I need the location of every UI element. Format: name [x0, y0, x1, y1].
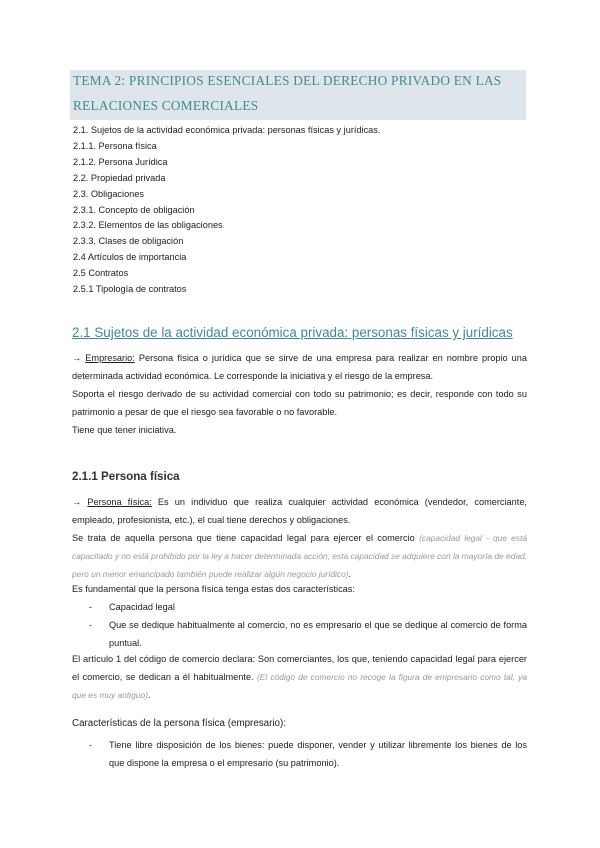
arrow-icon: →: [72, 497, 82, 507]
toc-item: 2.3.3. Clases de obligación: [73, 236, 184, 247]
articulo-note: (El código de comercio no recoge la figura de empresario como tal, ya que es muy antiguo): [72, 672, 527, 700]
articulo-paragraph: [72, 650, 527, 704]
empresario-definition: Persona física o jurídica que se sirve de una empresa para realizar en nombre propio una determinada actividad económica. Le corresponde la iniciativa y el riesgo de la empresa.: [72, 353, 527, 381]
title-band-line-2: [70, 95, 526, 120]
toc-item: 2.1.1. Persona física: [73, 140, 157, 151]
toc-item: 2.4 Artículos de importancia: [73, 252, 187, 263]
section-heading-2-1: 2.1 Sujetos de la actividad económica privada: personas físicas y jurídicas: [72, 325, 513, 340]
capacidad-note: (capacidad legal - que está capacitado y no está prohibido por la ley a hacer determinada acción; esta capacidad se adquiere con la mayoría de edad, pero un menor emancipado también puede realizar algún negocio jurídico): [72, 533, 527, 579]
toc-item: 2.3.2. Elementos de las obligaciones: [73, 220, 223, 231]
bullet-text: Que se dedique habitualmente al comercio, no es empresario el que se dedique al comercio de forma puntual.: [109, 620, 527, 648]
iniciativa-paragraph: Tiene que tener iniciativa.: [72, 425, 177, 435]
empresario-paragraph: [72, 349, 527, 385]
articulo-text: El artículo 1 del código de comercio declara: Son comerciantes, los que, teniendo capacidad legal para ejercer el comercio, se dedican a él habitualmente.: [72, 654, 527, 682]
capacidad-paragraph: [72, 529, 527, 583]
fundamental-paragraph: Es fundamental que la persona física tenga estas dos características:: [72, 584, 355, 594]
articulo-end: .: [147, 690, 151, 700]
persona-fisica-term: Persona física:: [87, 497, 152, 507]
toc-item: 2.2. Propiedad privada: [73, 172, 166, 183]
riesgo-paragraph: Soporta el riesgo derivado de su actividad comercial con todo su patrimonio; es decir, responde con todo su patrimonio a pesar de que el riesgo sea favorable o no favorable.: [72, 389, 527, 417]
capacidad-end: .: [348, 569, 352, 579]
arrow-icon: →: [72, 353, 82, 363]
empresario-term: Empresario:: [85, 353, 135, 363]
capacidad-text: Se trata de aquella persona que tiene capacidad legal para ejercer el comercio: [72, 533, 420, 543]
bullet-text: Tiene libre disposición de los bienes: puede disponer, vender y utilizar libremente los bienes de los que dispone la empresa o el empresario (su patrimonio).: [109, 740, 527, 768]
doc-title-line-1: TEMA 2: PRINCIPIOS ESENCIALES DEL DERECHO PRIVADO EN LAS: [73, 73, 502, 88]
bullet-dash: -: [89, 620, 93, 630]
toc-item: 2.3.1. Concepto de obligación: [73, 204, 195, 215]
title-band-line-1: [70, 70, 526, 95]
persona-fisica-definition: Es un individuo que realiza cualquier actividad económica (vendedor, comerciante, empleado, profesionista, etc.), el cual tiene derechos y obligaciones.: [72, 497, 527, 525]
caracteristicas-heading: Características de la persona física (empresario):: [72, 718, 286, 729]
toc-item: 2.1. Sujetos de la actividad económica privada: personas físicas y jurídicas.: [73, 125, 381, 135]
persona-fisica-paragraph: [72, 493, 527, 529]
doc-title-line-2: RELACIONES COMERCIALES: [73, 98, 259, 113]
toc-item: 2.5.1 Tipología de contratos: [73, 284, 187, 295]
bullet-dash: -: [89, 740, 93, 750]
table-of-contents: [73, 123, 380, 298]
toc-item: 2.5 Contratos: [73, 268, 129, 279]
toc-item: 2.3. Obligaciones: [73, 188, 144, 199]
bullet-text: Capacidad legal: [109, 602, 175, 612]
bullet-dash: -: [89, 602, 93, 612]
toc-item: 2.1.2. Persona Jurídica: [73, 156, 168, 167]
section-heading-2-1-1: 2.1.1 Persona física: [72, 470, 180, 483]
